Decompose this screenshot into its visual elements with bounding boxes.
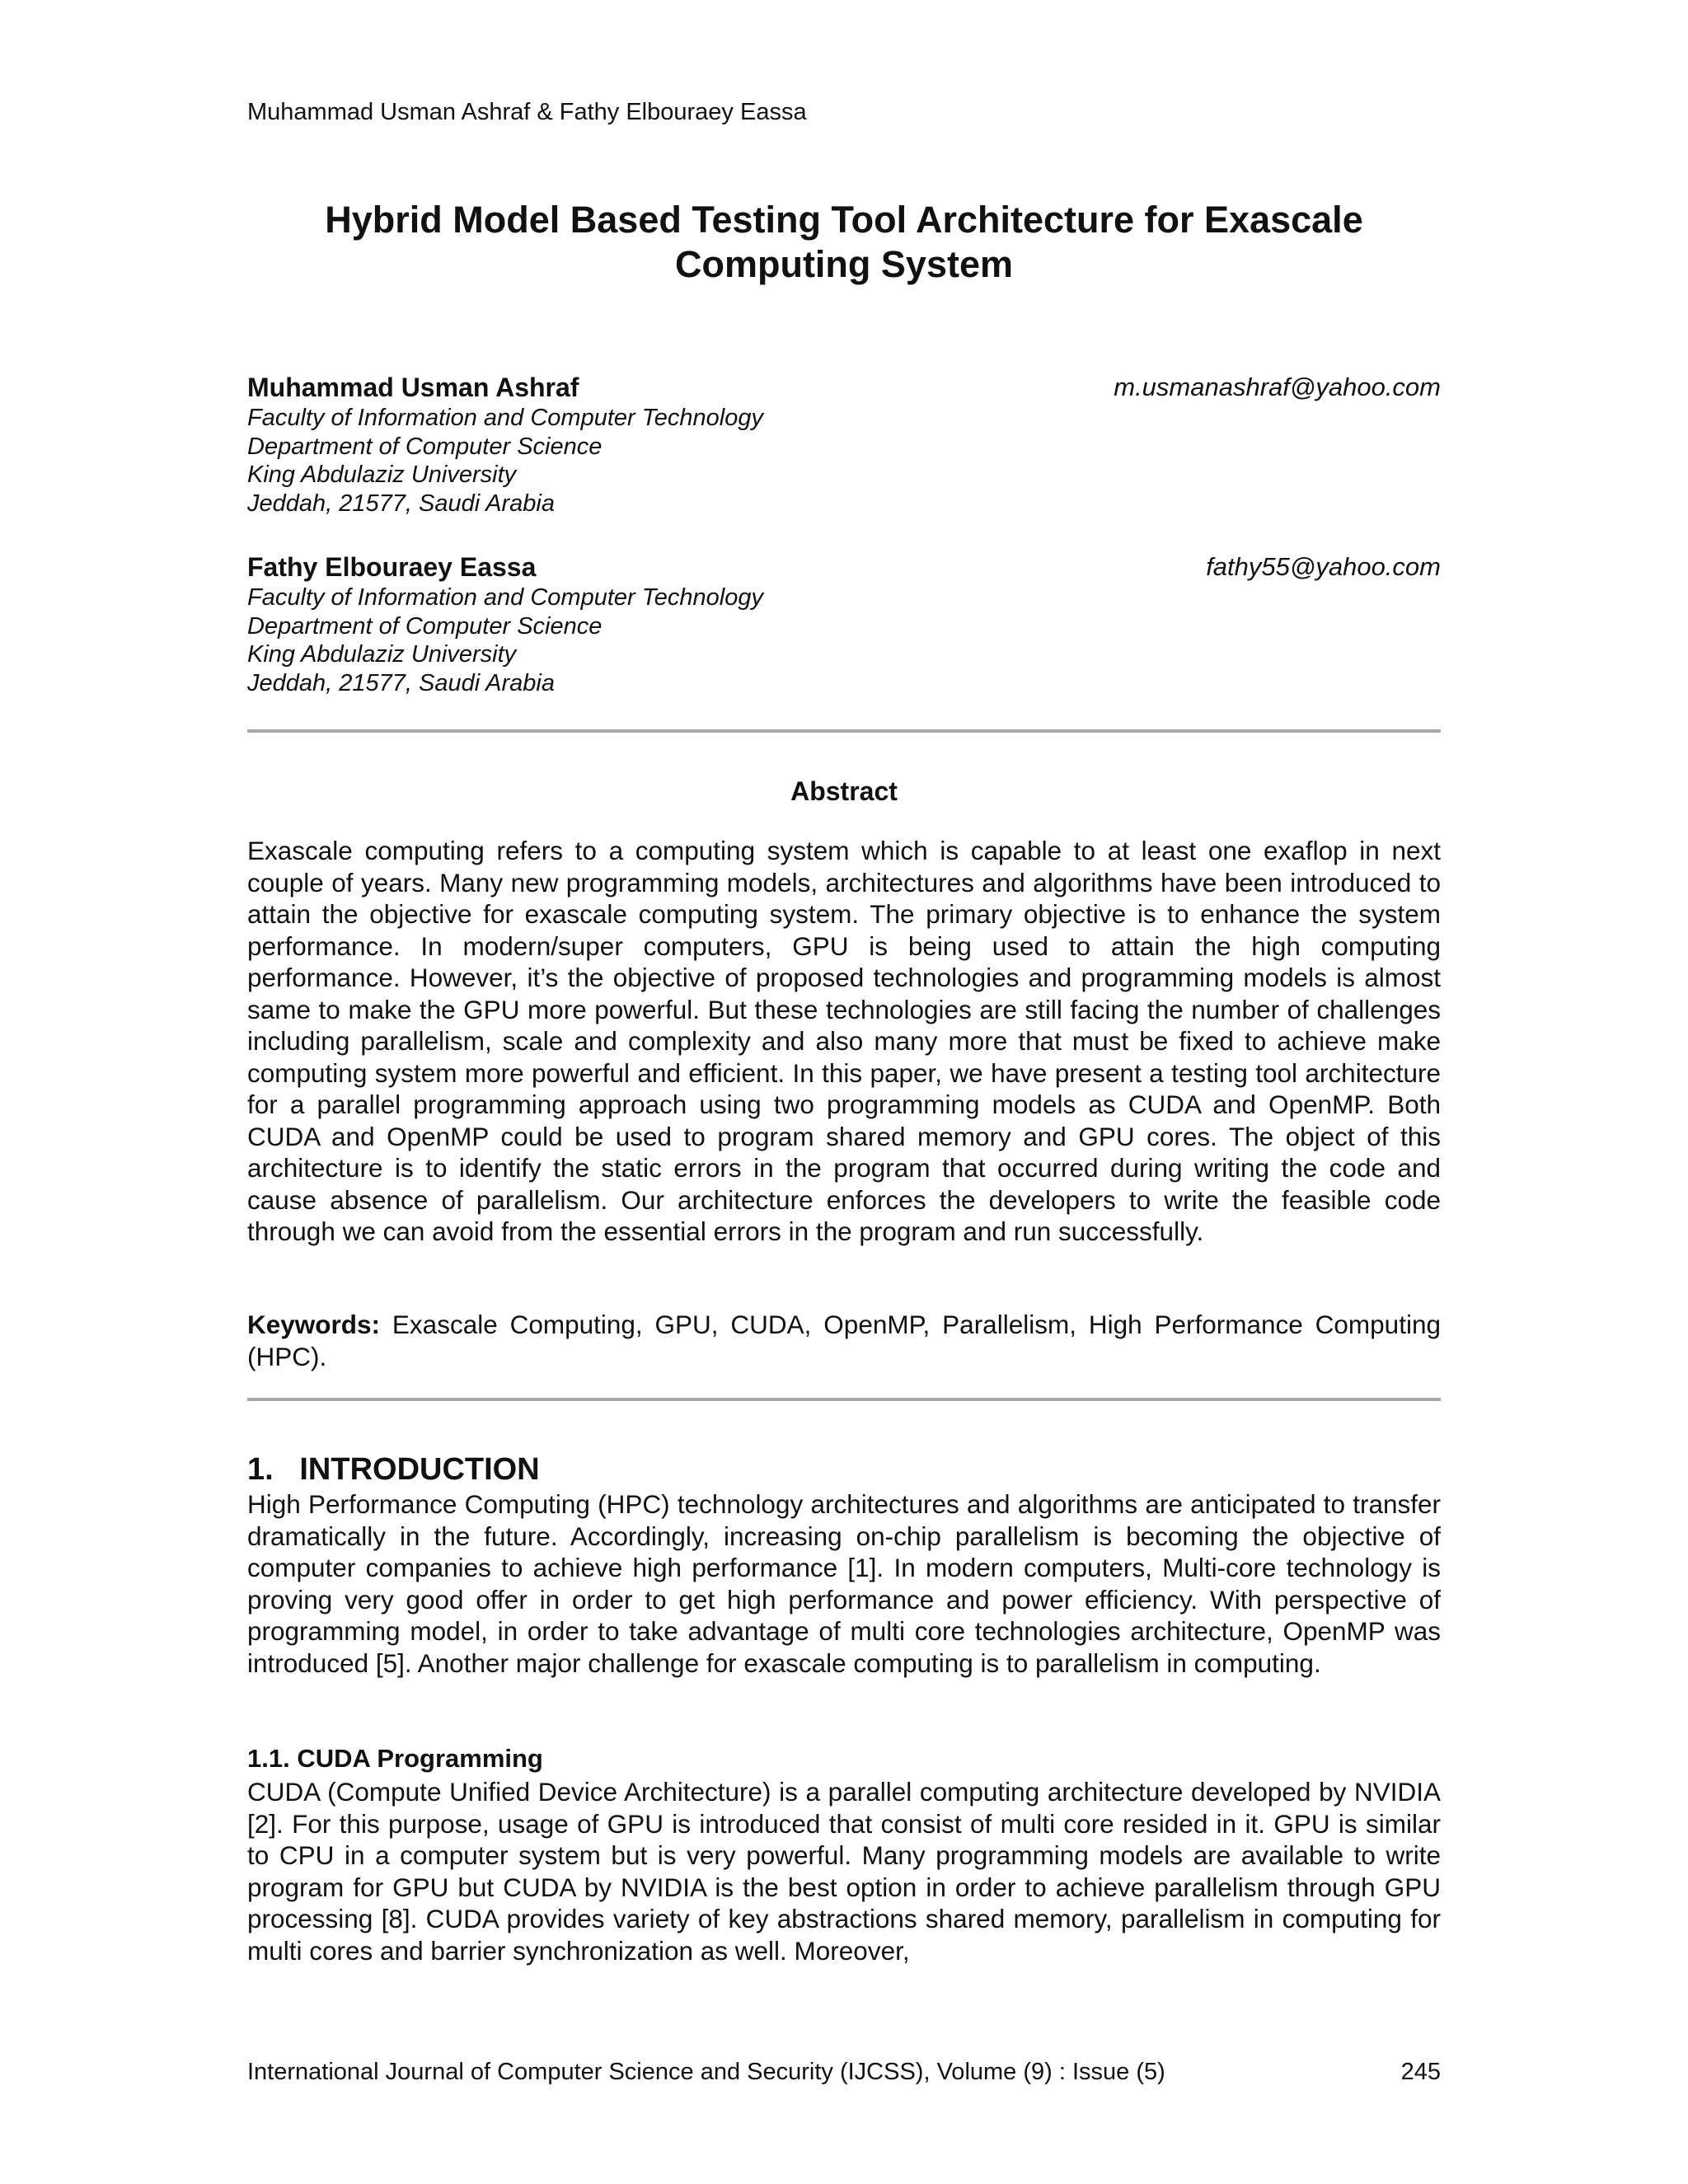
author-2-email[interactable]: fathy55@yahoo.com xyxy=(1206,552,1441,581)
divider-bottom xyxy=(247,1398,1441,1401)
author-2-affiliation xyxy=(247,583,763,697)
author-2-department: Department of Computer Science xyxy=(247,612,603,640)
cuda-text: CUDA (Compute Unified Device Architecture) is a parallel computing architecture developed by NVIDIA [2]. For this purpose, usage of GPU is introduced that consist of multi core resided in it. GPU is similar to CPU in a computer system but is very powerful. Many programming models are available to write program for GPU but CUDA by NVIDIA is the best option in order to achieve parallelism through GPU processing [8]. CUDA provides variety of key abstractions shared memory, parallelism in computing for multi cores and barrier synchronization as well. Moreover, xyxy=(247,1777,1441,1966)
keywords-label: Keywords: xyxy=(247,1310,381,1339)
keywords-text: Exascale Computing, GPU, CUDA, OpenMP, Parallelism, High Performance Computing (HPC). xyxy=(247,1310,1441,1371)
abstract-heading: Abstract xyxy=(790,776,898,806)
abstract-text: Exascale computing refers to a computing system which is capable to at least one exaflop in next couple of years. Many new programming models, architectures and algorithms have been introduced to attain the objective for exascale computing system. The primary objective is to enhance the system performance. In modern/super computers, GPU is being used to attain the high computing performance. However, it’s the objective of proposed technologies and programming models is almost same to make the GPU more powerful. But these technologies are still facing the number of challenges including parallelism, scale and complexity and also many more that must be fixed to achieve make computing system more powerful and efficient. In this paper, we have present a testing tool architecture for a parallel programming approach using two programming models as CUDA and OpenMP. Both CUDA and OpenMP could be used to program shared memory and GPU cores. The object of this architecture is to identify the static errors in the program that occurred during writing the code and cause absence of parallelism. Our architecture enforces the developers to write the feasible code through we can avoid from the essential errors in the program and run successfully. xyxy=(247,836,1441,1246)
keywords xyxy=(247,1309,1441,1372)
author-2-university: King Abdulaziz University xyxy=(247,641,517,668)
section-heading-introduction: 1. INTRODUCTION xyxy=(247,1452,540,1487)
author-1-location: Jeddah, 21577, Saudi Arabia xyxy=(247,490,555,517)
paper-title-line-2: Computing System xyxy=(674,243,1014,285)
paper-title xyxy=(247,198,1441,287)
divider-top xyxy=(247,729,1441,733)
author-1-name: Muhammad Usman Ashraf xyxy=(247,373,579,402)
author-1-department: Department of Computer Science xyxy=(247,433,603,460)
author-2-faculty: Faculty of Information and Computer Technology xyxy=(247,584,763,611)
introduction-text: High Performance Computing (HPC) technology architectures and algorithms are anticipated to transfer dramatically in the future. Accordingly, increasing on-chip parallelism is becoming the objective of computer companies to achieve high performance [1]. In modern computers, Multi-core technology is proving very good offer in order to get high performance and power efficiency. With perspective of programming model, in order to take advantage of multi core technologies architecture, OpenMP was introduced [5]. Another major challenge for exascale computing is to parallelism in computing. xyxy=(247,1489,1441,1678)
author-2-name: Fathy Elbouraey Eassa xyxy=(247,552,537,582)
footer-page-number: 245 xyxy=(1400,2059,1441,2085)
subsection-heading-cuda: 1.1. CUDA Programming xyxy=(247,1744,543,1773)
author-1-affiliation xyxy=(247,404,763,518)
author-1-faculty: Faculty of Information and Computer Technology xyxy=(247,405,763,431)
author-1-email[interactable]: m.usmanashraf@yahoo.com xyxy=(1114,373,1441,401)
author-1-university: King Abdulaziz University xyxy=(247,462,517,488)
running-head: Muhammad Usman Ashraf & Fathy Elbouraey Eassa xyxy=(247,99,807,125)
footer-journal: International Journal of Computer Science and Security (IJCSS), Volume (9) : Issue (5) xyxy=(247,2059,1165,2085)
paper-title-line-1: Hybrid Model Based Testing Tool Architecture for Exascale xyxy=(325,199,1363,241)
author-2-location: Jeddah, 21577, Saudi Arabia xyxy=(247,669,555,696)
